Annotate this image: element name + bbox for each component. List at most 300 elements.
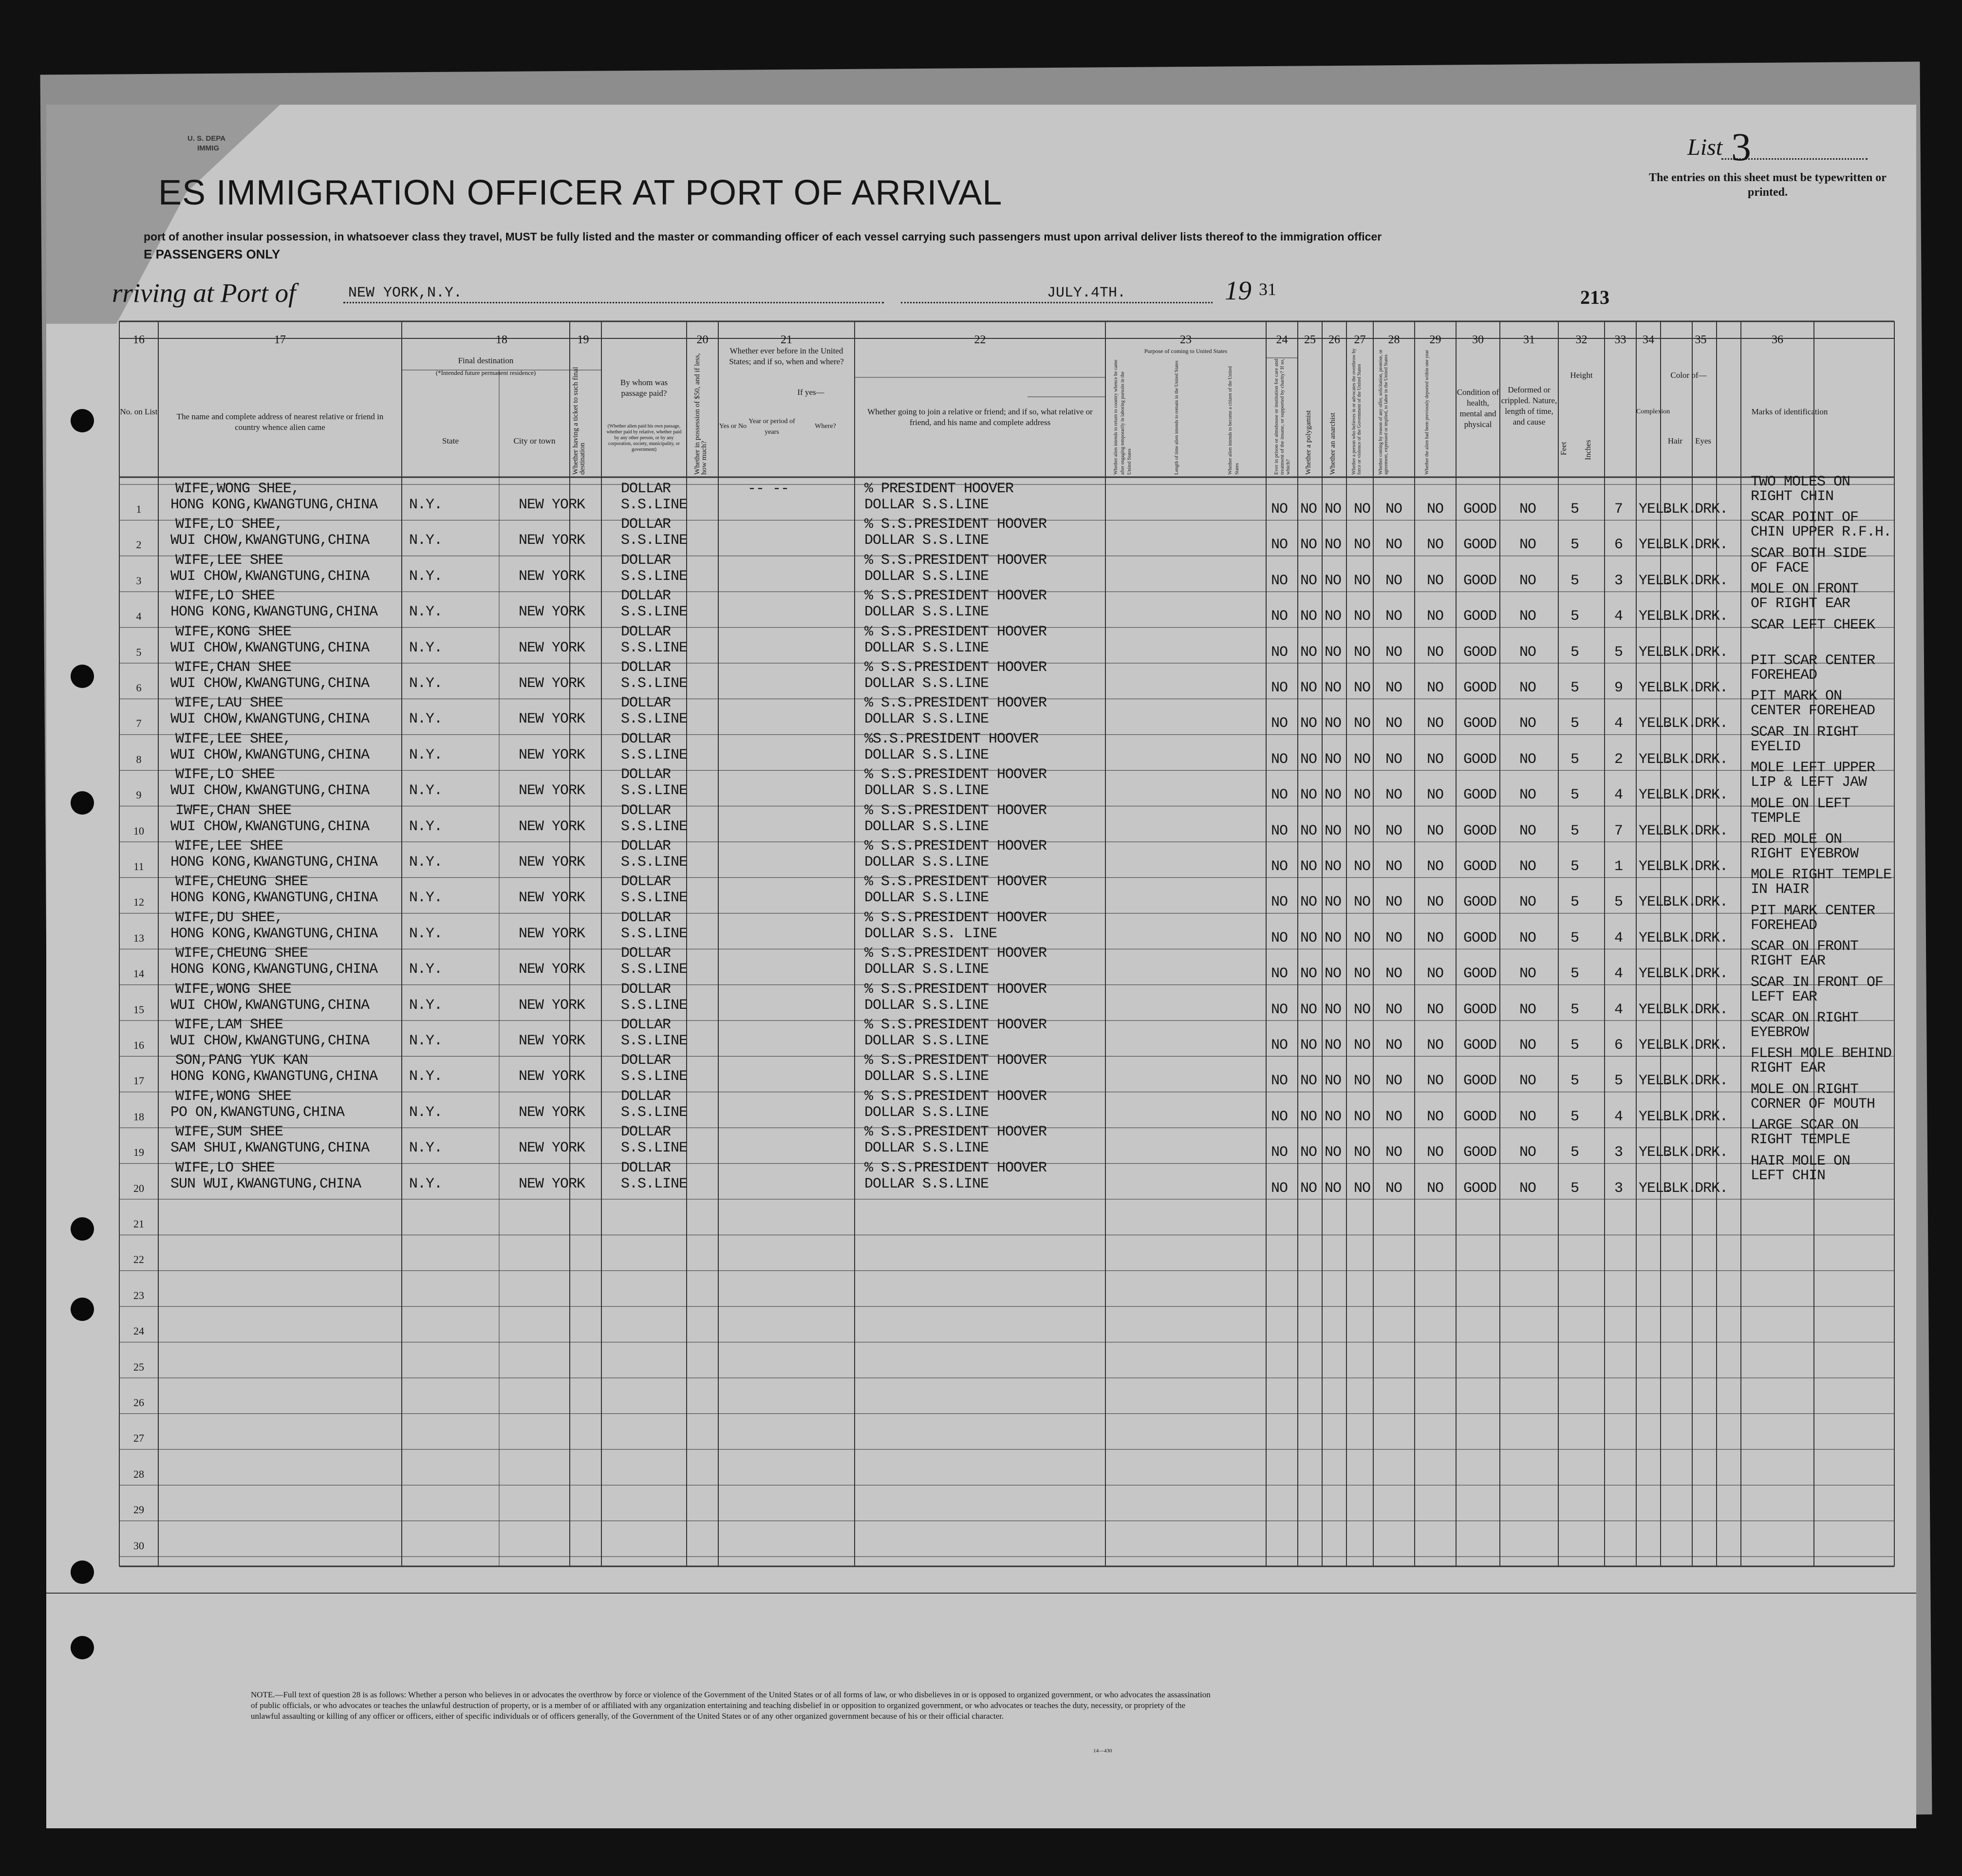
mark-line-2: EYELID (1751, 738, 1801, 755)
health-answer: GOOD (1463, 715, 1497, 732)
join-name: % S.S.PRESIDENT HOOVER (864, 623, 1047, 640)
prison-answer: NO (1271, 751, 1288, 768)
q30-answer: NO (1427, 608, 1444, 625)
health-answer: GOOD (1463, 751, 1497, 768)
height-inches: 1 (1614, 858, 1623, 875)
join-address: DOLLAR S.S.LINE (864, 997, 989, 1014)
polygamist-answer: NO (1300, 537, 1317, 554)
destination-city: NEW YORK (519, 782, 585, 799)
typewritten-note: The entries on this sheet must be typewritten or printed. (1649, 171, 1887, 199)
passage-payer: DOLLAR (621, 730, 671, 747)
column-number: 20 (696, 334, 709, 346)
relative-name: WIFE,LAM SHEE (175, 1017, 283, 1033)
health-answer: GOOD (1463, 929, 1497, 947)
column-number: 24 (1276, 334, 1288, 346)
relative-name: WIFE,CHAN SHEE (175, 659, 292, 676)
row-number: 11 (133, 860, 144, 873)
polygamist-answer: NO (1300, 644, 1317, 661)
passage-payer-line: S.S.LINE (621, 1175, 688, 1192)
height-feet: 5 (1570, 751, 1579, 768)
anarchist-answer: NO (1325, 1001, 1342, 1018)
join-address: DOLLAR S.S.LINE (864, 568, 989, 585)
relative-address: WUI CHOW,KWANGTUNG,CHINA (170, 639, 370, 656)
relative-address: WUI CHOW,KWANGTUNG,CHINA (170, 711, 370, 728)
relative-name: WIFE,KONG SHEE (175, 623, 292, 640)
row-number: 18 (133, 1110, 144, 1123)
relative-address: WUI CHOW,KWANGTUNG,CHINA (170, 568, 370, 585)
height-inches: 3 (1614, 1144, 1623, 1161)
complexion-value: YEL. (1639, 680, 1672, 696)
mark-line-2: LIP & LEFT JAW (1751, 774, 1867, 791)
q28-answer: NO (1354, 858, 1371, 875)
eyes-value: DRK. (1695, 787, 1728, 804)
join-name: % S.S.PRESIDENT HOOVER (864, 1052, 1047, 1069)
destination-city: NEW YORK (519, 497, 585, 513)
complexion-value: YEL. (1639, 894, 1672, 911)
relative-name: WIFE,DU SHEE, (175, 909, 283, 926)
header-no-on-list: No. on List (120, 407, 158, 416)
header-if-yes: If yes— (797, 388, 824, 397)
year-prefix: 19 (1225, 276, 1252, 305)
destination-city: NEW YORK (519, 711, 585, 728)
eyes-value: DRK. (1695, 822, 1728, 839)
hair-value: BLK. (1663, 1037, 1697, 1054)
relative-name: WIFE,WONG SHEE (175, 981, 292, 998)
deformed-answer: NO (1519, 644, 1536, 661)
mark-line-2: EYEBROW (1751, 1024, 1809, 1041)
anarchist-answer: NO (1325, 537, 1342, 554)
column-number: 27 (1354, 334, 1366, 346)
anarchist-answer: NO (1325, 1037, 1342, 1054)
join-name: %S.S.PRESIDENT HOOVER (864, 730, 1039, 747)
height-inches: 4 (1614, 929, 1623, 947)
height-feet: 5 (1570, 1037, 1579, 1054)
anarchist-answer: NO (1325, 751, 1342, 768)
q29-answer: NO (1385, 572, 1402, 589)
header-complexion: Complexion (1636, 408, 1670, 415)
health-answer: GOOD (1463, 501, 1497, 518)
prison-answer: NO (1271, 787, 1288, 804)
polygamist-answer: NO (1300, 715, 1317, 732)
relative-name: WIFE,LO SHEE (175, 1159, 275, 1176)
anarchist-answer: NO (1325, 1144, 1342, 1161)
hair-value: BLK. (1663, 1001, 1697, 1018)
complexion-value: YEL. (1639, 751, 1672, 768)
q28-answer: NO (1354, 1144, 1371, 1161)
hair-value: BLK. (1663, 644, 1697, 661)
deformed-answer: NO (1519, 894, 1536, 911)
deformed-answer: NO (1519, 1001, 1536, 1018)
relative-name: WIFE,LEE SHEE (175, 552, 283, 569)
q30-answer: NO (1427, 1001, 1444, 1018)
header-q29: Whether coming by reason of any offer, solicitation, promise, or agreement, expressed or implied, to labor in the United States (1378, 349, 1389, 475)
header-purpose-return: Whether alien intends to return to country whence he came after engaging temporarily in laboring pursuits in the United States (1113, 359, 1132, 475)
hair-value: BLK. (1663, 894, 1697, 911)
complexion-value: YEL. (1639, 929, 1672, 947)
join-name: % PRESIDENT HOOVER (864, 481, 1014, 497)
arriving-label: rriving at Port of (112, 278, 296, 308)
prison-answer: NO (1271, 1144, 1288, 1161)
passage-payer-line: S.S.LINE (621, 1033, 688, 1049)
mark-line-1: PIT SCAR CENTER (1751, 652, 1875, 669)
row-number: 4 (136, 610, 142, 623)
complexion-value: YEL. (1639, 715, 1672, 732)
polygamist-answer: NO (1300, 929, 1317, 947)
row-number: 3 (136, 574, 142, 587)
deformed-answer: NO (1519, 929, 1536, 947)
passage-payer: DOLLAR (621, 1052, 671, 1069)
row-number: 17 (133, 1075, 144, 1087)
row-number: 24 (133, 1325, 144, 1337)
destination-city: NEW YORK (519, 1175, 585, 1192)
relative-address: HONG KONG,KWANGTUNG,CHINA (170, 925, 378, 942)
relative-name: IWFE,CHAN SHEE (175, 802, 292, 819)
passage-payer-line: S.S.LINE (621, 1068, 688, 1085)
passage-payer-line: S.S.LINE (621, 782, 688, 799)
passage-payer-line: S.S.LINE (621, 746, 688, 763)
prison-answer: NO (1271, 822, 1288, 839)
form-number: 14—430 (1093, 1748, 1112, 1754)
passage-payer-line: S.S.LINE (621, 1104, 688, 1121)
header-marks: Marks of identification (1751, 407, 1828, 416)
complexion-value: YEL. (1639, 858, 1672, 875)
relative-address: WUI CHOW,KWANGTUNG,CHINA (170, 782, 370, 799)
q30-answer: NO (1427, 822, 1444, 839)
relative-address: HONG KONG,KWANGTUNG,CHINA (170, 604, 378, 621)
prison-answer: NO (1271, 1180, 1288, 1197)
relative-address: WUI CHOW,KWANGTUNG,CHINA (170, 532, 370, 549)
destination-state: N.Y. (409, 639, 443, 656)
relative-address: HONG KONG,KWANGTUNG,CHINA (170, 854, 378, 871)
q29-answer: NO (1385, 787, 1402, 804)
header-state: State (442, 436, 459, 446)
q30-answer: NO (1427, 894, 1444, 911)
mark-line-2: CENTER FOREHEAD (1751, 703, 1875, 720)
relative-name: WIFE,SUM SHEE (175, 1124, 283, 1141)
header-ticket: Whether having a ticket to such final destination (572, 367, 586, 475)
q30-answer: NO (1427, 1037, 1444, 1054)
mark-line-1: SCAR LEFT CHEEK (1751, 616, 1875, 633)
year-suffix: 31 (1259, 279, 1276, 299)
prison-answer: NO (1271, 1073, 1288, 1090)
hair-value: BLK. (1663, 1108, 1697, 1125)
eyes-value: DRK. (1695, 715, 1728, 732)
row-number: 26 (133, 1396, 144, 1409)
mark-line-2: RIGHT CHIN (1751, 488, 1834, 505)
passage-payer-line: S.S.LINE (621, 1140, 688, 1157)
q29-answer: NO (1385, 680, 1402, 696)
row-number: 1 (136, 503, 142, 515)
header-relative: The name and complete address of nearest relative or friend in country whence alien came (176, 412, 384, 432)
height-inches: 3 (1614, 1180, 1623, 1197)
anarchist-answer: NO (1325, 858, 1342, 875)
destination-city: NEW YORK (519, 818, 585, 835)
q30-answer: NO (1427, 715, 1444, 732)
anarchist-answer: NO (1325, 929, 1342, 947)
destination-city: NEW YORK (519, 1104, 585, 1121)
relative-name: WIFE,CHEUNG SHEE (175, 945, 308, 962)
list-label: List (1687, 134, 1723, 160)
join-address: DOLLAR S.S.LINE (864, 1140, 989, 1157)
mark-line-1: RED MOLE ON (1751, 831, 1842, 848)
mark-line-2: CHIN UPPER R.F.H. (1751, 524, 1892, 541)
column-number: 17 (274, 334, 286, 346)
mark-line-2: RIGHT EYEBROW (1751, 846, 1859, 862)
destination-state: N.Y. (409, 961, 443, 978)
mark-line-1: PIT MARK ON (1751, 688, 1842, 705)
health-answer: GOOD (1463, 1001, 1497, 1018)
column-number: 21 (781, 334, 792, 346)
row-number: 6 (136, 682, 142, 694)
header-join: Whether going to join a relative or friend; and if so, what relative or friend, and his name and complete address (867, 407, 1093, 427)
passage-payer: DOLLAR (621, 873, 671, 891)
passengers-only: E PASSENGERS ONLY (144, 247, 280, 261)
q30-answer: NO (1427, 858, 1444, 875)
relative-address: HONG KONG,KWANGTUNG,CHINA (170, 961, 378, 978)
polygamist-answer: NO (1300, 680, 1317, 696)
q28-answer: NO (1354, 537, 1371, 554)
height-feet: 5 (1570, 537, 1579, 554)
deformed-answer: NO (1519, 572, 1536, 589)
complexion-value: YEL. (1639, 1001, 1672, 1018)
header-purpose-citizen: Whether alien intends to become a citizen of the United States (1228, 366, 1240, 475)
passage-payer-line: S.S.LINE (621, 711, 688, 728)
port-value: NEW YORK,N.Y. (348, 285, 463, 301)
passage-payer-line: S.S.LINE (621, 961, 688, 978)
column-number: 25 (1304, 334, 1316, 346)
mark-line-1: MOLE LEFT UPPER (1751, 760, 1875, 777)
hair-value: BLK. (1663, 1180, 1697, 1197)
row-number: 28 (133, 1467, 144, 1480)
polygamist-answer: NO (1300, 501, 1317, 518)
column-number: 19 (577, 334, 589, 346)
relative-address: WUI CHOW,KWANGTUNG,CHINA (170, 1033, 370, 1049)
anarchist-answer: NO (1325, 608, 1342, 625)
relative-address: WUI CHOW,KWANGTUNG,CHINA (170, 818, 370, 835)
row-number: 27 (133, 1432, 144, 1445)
q29-answer: NO (1385, 644, 1402, 661)
deformed-answer: NO (1519, 537, 1536, 554)
header-fifty: Whether in possession of $50, and if less, how much? (693, 353, 708, 475)
passage-payer: DOLLAR (621, 909, 671, 926)
relative-name: WIFE,WONG SHEE (175, 1088, 292, 1105)
q30-answer: NO (1427, 537, 1444, 554)
manifest-sheet (46, 105, 1916, 1828)
height-feet: 5 (1570, 1108, 1579, 1125)
destination-state: N.Y. (409, 568, 443, 585)
passage-payer: DOLLAR (621, 516, 671, 533)
height-feet: 5 (1570, 644, 1579, 661)
join-address: DOLLAR S.S.LINE (864, 1033, 989, 1049)
health-answer: GOOD (1463, 894, 1497, 911)
destination-state: N.Y. (409, 925, 443, 942)
q28-answer: NO (1354, 572, 1371, 589)
column-number: 26 (1328, 334, 1340, 346)
height-feet: 5 (1570, 1180, 1579, 1197)
deformed-answer: NO (1519, 1037, 1536, 1054)
mark-line-2: LEFT EAR (1751, 988, 1817, 1005)
join-address: DOLLAR S.S. LINE (864, 925, 997, 942)
row-number: 29 (133, 1504, 144, 1516)
height-feet: 5 (1570, 1001, 1579, 1018)
destination-city: NEW YORK (519, 568, 585, 585)
hair-value: BLK. (1663, 715, 1697, 732)
column-number: 23 (1180, 334, 1192, 346)
q30-answer: NO (1427, 1144, 1444, 1161)
anarchist-answer: NO (1325, 1108, 1342, 1125)
height-feet: 5 (1570, 966, 1579, 983)
health-answer: GOOD (1463, 787, 1497, 804)
passage-payer-line: S.S.LINE (621, 639, 688, 656)
deformed-answer: NO (1519, 966, 1536, 983)
q29-answer: NO (1385, 715, 1402, 732)
relative-address: SAM SHUI,KWANGTUNG,CHINA (170, 1140, 370, 1157)
dept-line: U. S. DEPA (187, 134, 226, 143)
height-inches: 5 (1614, 1073, 1623, 1090)
join-name: % S.S.PRESIDENT HOOVER (864, 873, 1047, 891)
row-number: 10 (133, 824, 144, 837)
header-passage-note: (Whether alien paid his own passage, whether paid by relative, whether paid by any other person, or by any corporation, society, municipality, or government) (606, 424, 682, 452)
q28-answer: NO (1354, 608, 1371, 625)
prison-answer: NO (1271, 715, 1288, 732)
q28-answer: NO (1354, 1180, 1371, 1197)
q29-answer: NO (1385, 1180, 1402, 1197)
height-feet: 5 (1570, 787, 1579, 804)
height-feet: 5 (1570, 858, 1579, 875)
passage-payer-line: S.S.LINE (621, 854, 688, 871)
header-eyes: Eyes (1695, 436, 1712, 446)
height-feet: 5 (1570, 929, 1579, 947)
destination-state: N.Y. (409, 604, 443, 621)
year-period: -- -- (747, 481, 789, 497)
destination-state: N.Y. (409, 1068, 443, 1085)
destination-state: N.Y. (409, 890, 443, 907)
hair-value: BLK. (1663, 822, 1697, 839)
relative-name: WIFE,LO SHEE (175, 766, 275, 783)
complexion-value: YEL. (1639, 501, 1672, 518)
row-number: 7 (136, 717, 142, 730)
complexion-value: YEL. (1639, 787, 1672, 804)
row-number: 12 (133, 896, 144, 909)
complexion-value: YEL. (1639, 1073, 1672, 1090)
page-title: ES IMMIGRATION OFFICER AT PORT OF ARRIVAL (158, 173, 1003, 212)
relative-name: WIFE,LEE SHEE (175, 838, 283, 854)
complexion-value: YEL. (1639, 1037, 1672, 1054)
anarchist-answer: NO (1325, 787, 1342, 804)
height-inches: 2 (1614, 751, 1623, 768)
height-inches: 6 (1614, 1037, 1623, 1054)
height-inches: 4 (1614, 787, 1623, 804)
height-inches: 6 (1614, 537, 1623, 554)
complexion-value: YEL. (1639, 1180, 1672, 1197)
dept-line: IMMIG (197, 144, 219, 152)
complexion-value: YEL. (1639, 822, 1672, 839)
eyes-value: DRK. (1695, 1108, 1728, 1125)
eyes-value: DRK. (1695, 858, 1728, 875)
q28-answer: NO (1354, 966, 1371, 983)
health-answer: GOOD (1463, 966, 1497, 983)
hair-value: BLK. (1663, 608, 1697, 625)
q29-answer: NO (1385, 608, 1402, 625)
join-address: DOLLAR S.S.LINE (864, 854, 989, 871)
row-number: 5 (136, 646, 142, 658)
health-answer: GOOD (1463, 1037, 1497, 1054)
join-address: DOLLAR S.S.LINE (864, 890, 989, 907)
polygamist-answer: NO (1300, 1001, 1317, 1018)
binder-hole (71, 1560, 94, 1584)
mark-line-1: PIT MARK CENTER (1751, 902, 1875, 919)
binder-hole (71, 1298, 94, 1321)
join-name: % S.S.PRESIDENT HOOVER (864, 516, 1047, 533)
destination-city: NEW YORK (519, 746, 585, 763)
deformed-answer: NO (1519, 858, 1536, 875)
height-inches: 3 (1614, 572, 1623, 589)
instruction-line: port of another insular possession, in whatsoever class they travel, MUST be fully listed and the master or commanding officer of each vessel carrying such passengers must upon arrival deliver lists thereof to the immigration officer (144, 230, 1382, 243)
relative-address: HONG KONG,KWANGTUNG,CHINA (170, 890, 378, 907)
row-number: 8 (136, 753, 142, 765)
eyes-value: DRK. (1695, 929, 1728, 947)
q28-answer: NO (1354, 894, 1371, 911)
row-number: 30 (133, 1539, 144, 1552)
join-address: DOLLAR S.S.LINE (864, 639, 989, 656)
mark-line-2: CORNER OF MOUTH (1751, 1096, 1875, 1113)
anarchist-answer: NO (1325, 644, 1342, 661)
prison-answer: NO (1271, 608, 1288, 625)
q30-answer: NO (1427, 680, 1444, 696)
header-prison: Ever in prison or almshouse or institution for care and treatment of the insane, or supported by charity? If so, which? (1273, 358, 1291, 475)
mark-line-1: LARGE SCAR ON (1751, 1117, 1859, 1134)
binder-hole (71, 665, 94, 688)
polygamist-answer: NO (1300, 787, 1317, 804)
header-health: Condition of health, mental and physical (1457, 388, 1499, 429)
hair-value: BLK. (1663, 751, 1697, 768)
polygamist-answer: NO (1300, 1144, 1317, 1161)
health-answer: GOOD (1463, 1180, 1497, 1197)
q29-answer: NO (1385, 751, 1402, 768)
q28-answer: NO (1354, 787, 1371, 804)
relative-address: HONG KONG,KWANGTUNG,CHINA (170, 497, 378, 513)
join-name: % S.S.PRESIDENT HOOVER (864, 802, 1047, 819)
passage-payer: DOLLAR (621, 1017, 671, 1033)
header-feet: Feet (1560, 442, 1568, 455)
height-feet: 5 (1570, 680, 1579, 696)
mark-line-2: RIGHT TEMPLE (1751, 1132, 1850, 1149)
height-inches: 5 (1614, 644, 1623, 661)
join-address: DOLLAR S.S.LINE (864, 497, 989, 513)
column-number: 31 (1523, 334, 1535, 346)
polygamist-answer: NO (1300, 858, 1317, 875)
join-name: % S.S.PRESIDENT HOOVER (864, 1124, 1047, 1141)
q30-answer: NO (1427, 572, 1444, 589)
eyes-value: DRK. (1695, 966, 1728, 983)
join-address: DOLLAR S.S.LINE (864, 818, 989, 835)
eyes-value: DRK. (1695, 680, 1728, 696)
passage-payer: DOLLAR (621, 945, 671, 962)
row-number: 21 (133, 1218, 144, 1230)
destination-city: NEW YORK (519, 997, 585, 1014)
prison-answer: NO (1271, 1108, 1288, 1125)
q30-answer: NO (1427, 1180, 1444, 1197)
passage-payer: DOLLAR (621, 623, 671, 640)
height-feet: 5 (1570, 501, 1579, 518)
q29-answer: NO (1385, 1073, 1402, 1090)
mark-line-1: MOLE ON LEFT (1751, 795, 1850, 812)
mark-line-1: SCAR BOTH SIDE (1751, 545, 1867, 562)
height-feet: 5 (1570, 1073, 1579, 1090)
q28-answer: NO (1354, 715, 1371, 732)
passage-payer: DOLLAR (621, 659, 671, 676)
eyes-value: DRK. (1695, 751, 1728, 768)
